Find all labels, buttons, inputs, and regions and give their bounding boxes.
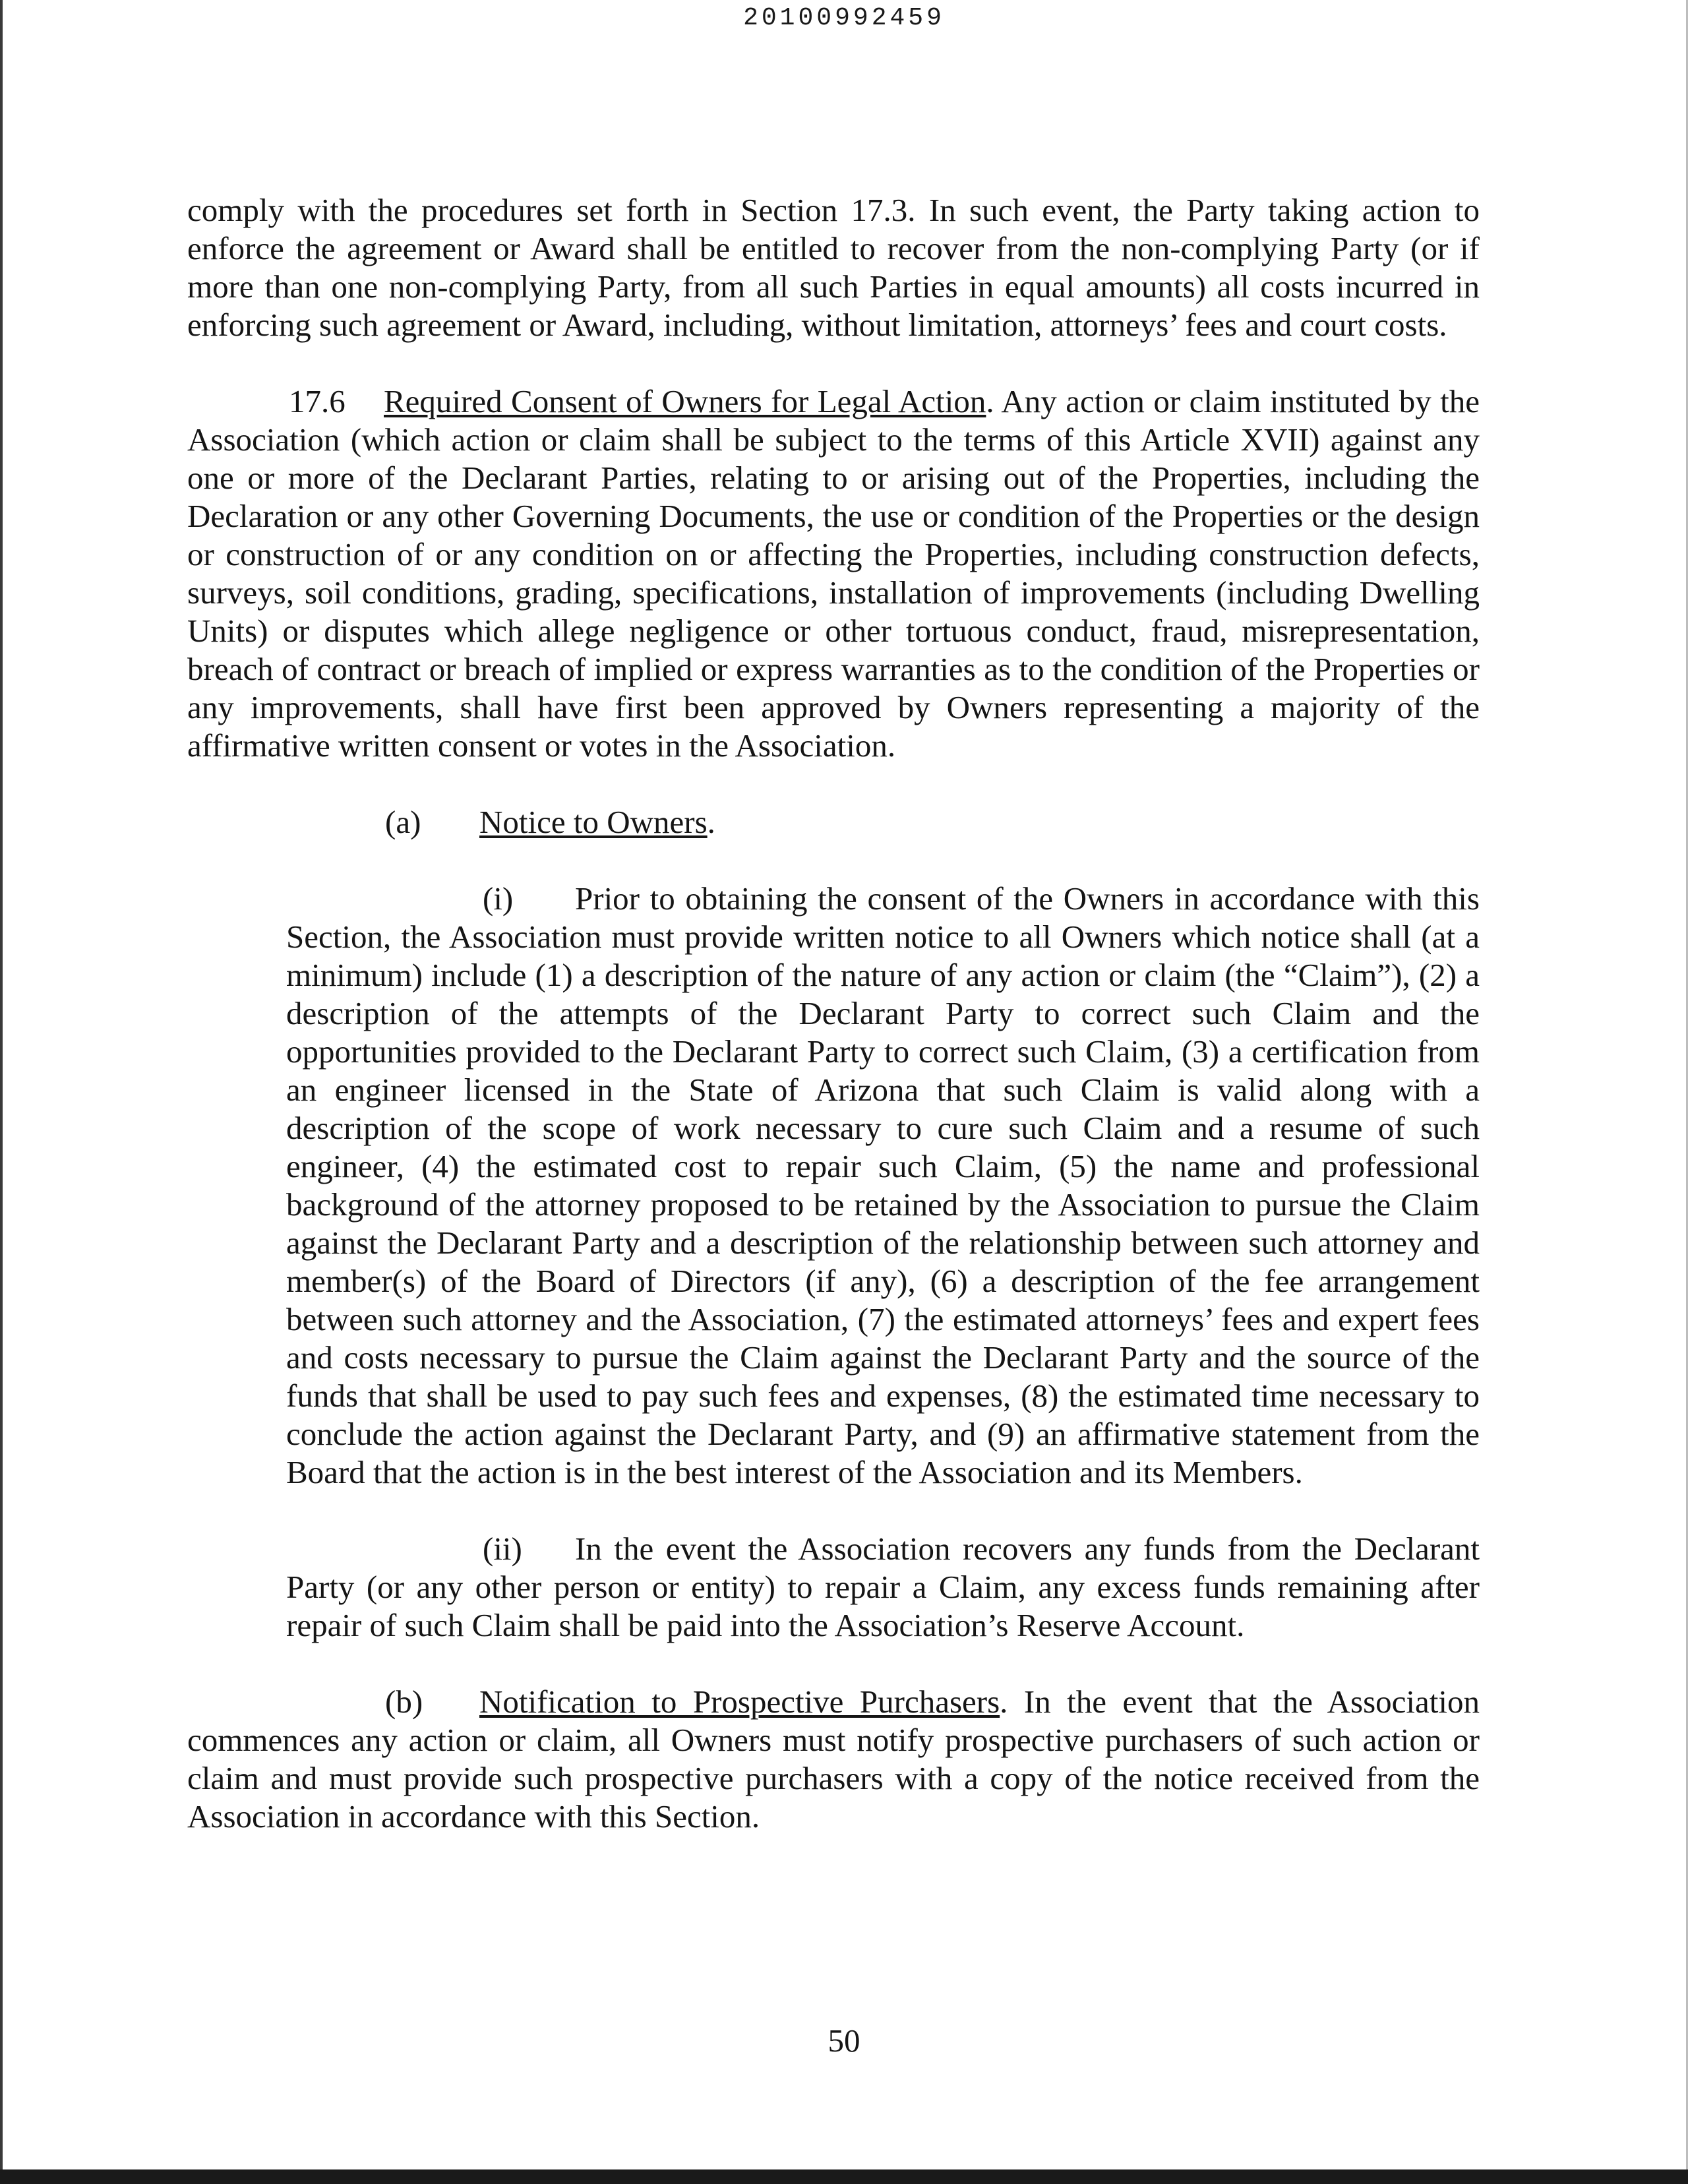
- page-number: 50: [828, 2022, 860, 2059]
- scan-bottom-band: [0, 2169, 1688, 2184]
- item-ii-paragraph: [286, 1530, 1480, 1645]
- subsection-a-label: (a): [385, 804, 421, 840]
- section-heading: Required Consent of Owners for Legal Action: [384, 383, 986, 419]
- item-i-paragraph: [286, 880, 1480, 1492]
- subsection-a-period: .: [707, 804, 715, 840]
- item-i-text: Prior to obtaining the consent of the Owners in accordance with this Section, the Association must provide written notice to all Owners which notice shall (at a minimum) include (1) a description of the nature of any action or claim (the “Claim”), (2) a description of the attempts of the Declarant Party to correct such Claim and the opportunities provided to the Declarant Party to correct such Claim, (3) a certification from an engineer licensed in the State of Arizona that such Claim is valid along with a description of the scope of work necessary to cure such Claim and a resume of such engineer, (4) the estimated cost to repair such Claim, (5) the name and professional background of the attorney proposed to be retained by the Association to pursue the Claim against the Declarant Party and a description of the relationship between such attorney and member(s) of the Board of Directors (if any), (6) a description of the fee arrangement between such attorney and the Association, (7) the estimated attorneys’ fees and expert fees and costs necessary to pursue the Claim against the Declarant Party and the source of the funds that shall be used to pay such fees and expenses, (8) the estimated time necessary to conclude the action against the Declarant Party, and (9) an affirmative statement from the Board that the action is in the best interest of the Association and its Members.: [286, 880, 1480, 1490]
- subsection-b-paragraph: [187, 1683, 1480, 1836]
- continuation-paragraph: comply with the procedures set forth in Section 17.3. In such event, the Party taking action to enforce the agreement or Award shall be entitled to recover from the non-complying Party (or if more than one non-complying Party, from all such Parties in equal amounts) all costs incurred in enforcing such agreement or Award, including, without limitation, attorneys’ fees and court costs.: [187, 192, 1480, 343]
- subsection-b-label: (b): [385, 1684, 423, 1720]
- section-number: 17.6: [289, 383, 346, 419]
- subsection-b-title: Notification to Prospective Purchasers: [479, 1684, 1000, 1720]
- subsection-a-heading: [187, 803, 1480, 841]
- item-ii-text: In the event the Association recovers any funds from the Declarant Party (or any other person or entity) to repair a Claim, any excess funds remaining after repair of such Claim shall be paid into the Association’s Reserve Account.: [286, 1531, 1480, 1643]
- subsection-a-title: Notice to Owners: [479, 804, 708, 840]
- document-number: 20100992459: [743, 4, 945, 32]
- page-left-edge: [0, 0, 3, 2184]
- document-body: [187, 191, 1480, 1836]
- item-ii-label: (ii): [483, 1531, 522, 1567]
- section-17-6-paragraph: [187, 382, 1480, 765]
- item-i-label: (i): [483, 880, 514, 917]
- subsection-b-text: . In the event that the Association commences any action or claim, all Owners must notify prospective purchasers of such action or claim and must provide such prospective purchasers with a copy of the notice received from the Association in accordance with this Section.: [187, 1684, 1480, 1835]
- section-text: . Any action or claim instituted by the Association (which action or claim shall be subject to the terms of this Article XVII) against any one or more of the Declarant Parties, relating to or arising out of the Properties, including the Declaration or any other Governing Documents, the use or condition of the Properties or the design or construction of or any condition on or affecting the Properties, including construction defects, surveys, soil conditions, grading, specifications, installation of improvements (including Dwelling Units) or disputes which allege negligence or other tortuous conduct, fraud, misrepresentation, breach of contract or breach of implied or express warranties as to the condition of the Properties or any improvements, shall have first been approved by Owners representing a majority of the affirmative written consent or votes in the Association.: [187, 383, 1480, 764]
